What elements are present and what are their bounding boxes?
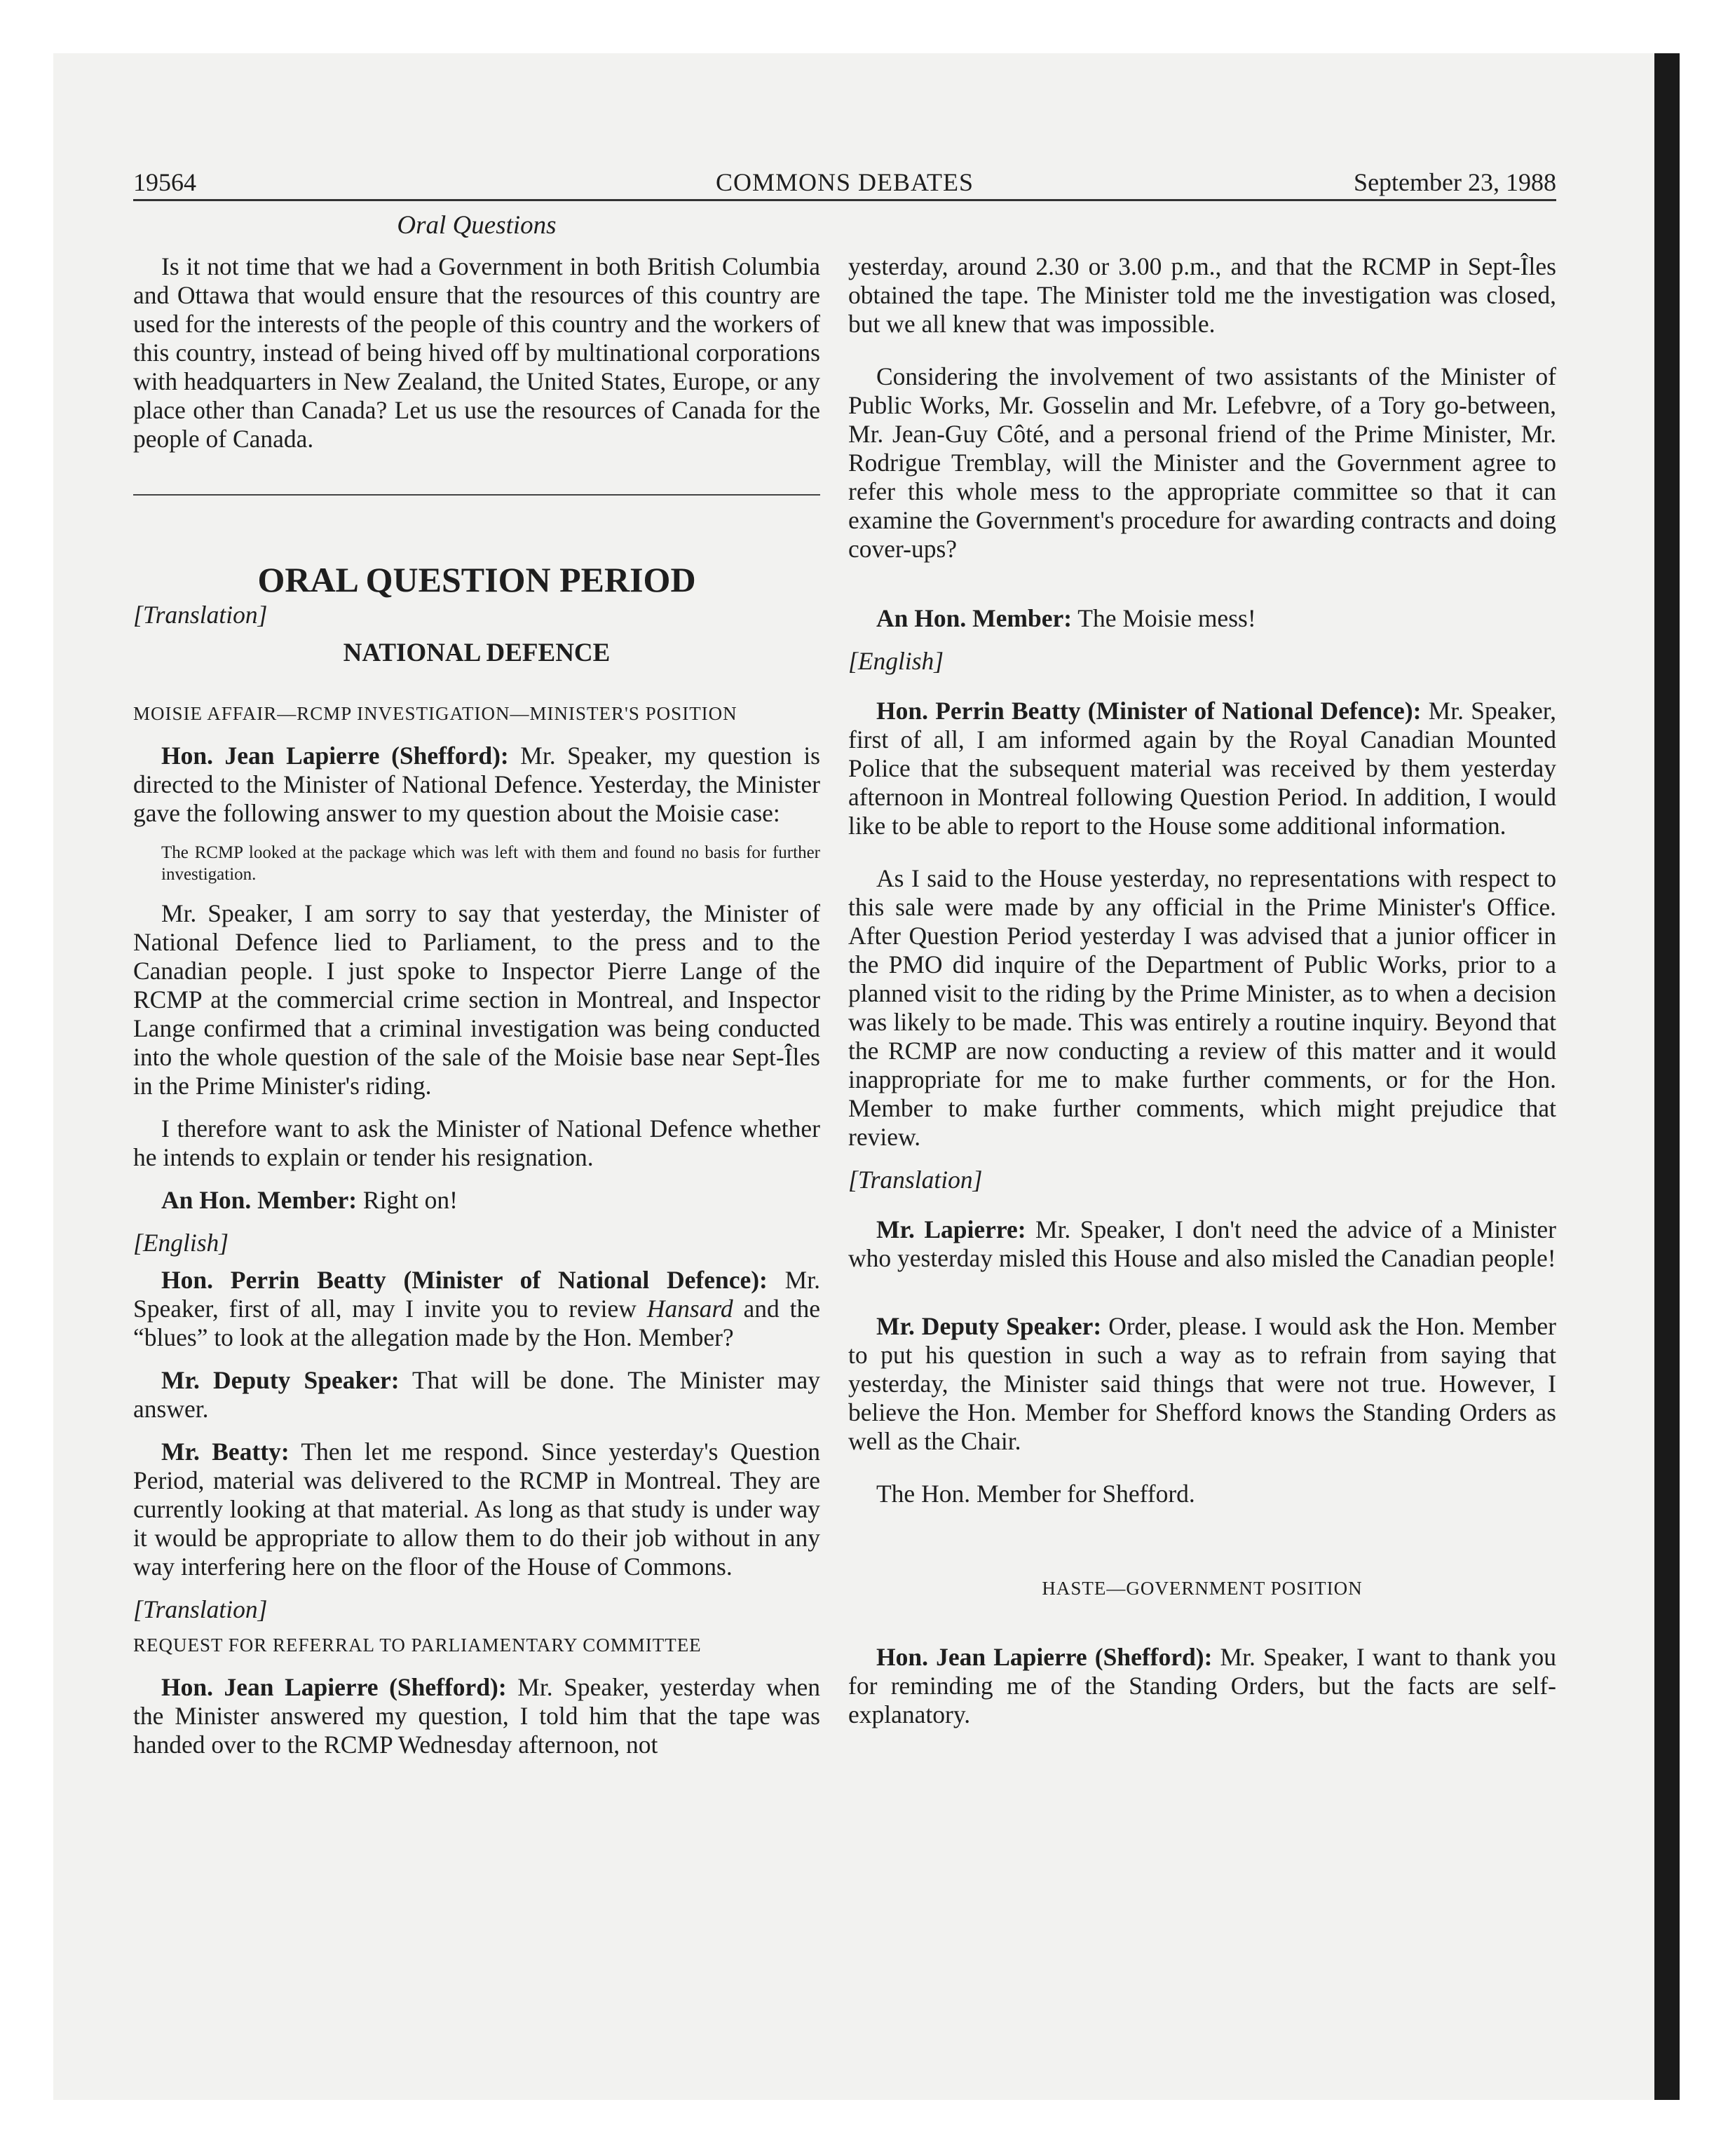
speech-text: Mr. Speaker, first of all, I am informed again by the Royal Canadian Mounted Police that the subsequent material was received by them yesterday afternoon in Montreal following Question Period. In addition, I would like to be able to report to the House some additional information. xyxy=(848,697,1556,840)
speaker-name: Mr. Lapierre: xyxy=(876,1215,1026,1243)
topic-heading: MOISIE AFFAIR—RCMP INVESTIGATION—MINISTER'S POSITION xyxy=(133,703,737,724)
main-heading: ORAL QUESTION PERIOD xyxy=(257,560,696,599)
speech-lapierre-4 xyxy=(848,1643,1556,1729)
speaker-name: Hon. Jean Lapierre (Shefford): xyxy=(161,742,509,770)
speech-text: That will be done. The Minister may answer. xyxy=(133,1366,821,1423)
speech-text: Right on! xyxy=(357,1186,458,1214)
english-tag: [English] xyxy=(133,1229,229,1257)
page-edge-shadow xyxy=(1654,53,1680,2100)
speaker-name: Hon. Jean Lapierre (Shefford): xyxy=(876,1643,1213,1671)
page-date: September 23, 1988 xyxy=(1354,168,1556,196)
paragraph-accusation: Mr. Speaker, I am sorry to say that yesterday, the Minister of National Defence lied to Parliament, to the press and to the Canadian people. I just spoke to Inspector Pierre Lange of the RCMP at the commercial crime section in Montreal, and Inspector Lange confirmed that a criminal investigation was being conducted into the whole question of the sale of the Moisie base near Sept-Îles in the Prime Minister's riding. xyxy=(133,899,820,1100)
speech-text: Mr. Speaker, my question is directed to the Minister of National Defence. Yesterday, the Minister gave the following answer to my question about the Moisie case: xyxy=(133,742,820,827)
speech-deputy-speaker-1 xyxy=(133,1366,820,1424)
speech-beatty-3 xyxy=(848,697,1556,840)
translation-tag: [Translation] xyxy=(133,1595,268,1623)
section-divider xyxy=(133,494,820,496)
paragraph-considering: Considering the involvement of two assistants of the Minister of Public Works, Mr. Gosselin and Mr. Lefebvre, of a Tory go-between, Mr. Jean-Guy Côté, and a personal friend of the Prime Minister, Mr. Rodrigue Tremblay, will the Minister and the Government agree to refer this whole mess to the appropriate committee so that it can examine the Government's procedure for awarding contracts and doing cover-ups? xyxy=(848,362,1556,563)
section-label: Oral Questions xyxy=(397,211,557,240)
speech-text: Mr. Speaker, first of all, may I invite you to review xyxy=(133,1266,820,1323)
speech-text: The Moisie mess! xyxy=(1072,604,1256,632)
speaker-name: Mr. Deputy Speaker: xyxy=(161,1366,400,1394)
topic-heading: HASTE—GOVERNMENT POSITION xyxy=(1042,1578,1363,1599)
speech-text: Then let me respond. Since yesterday's Question Period, material was delivered to the RCMP in Montreal. They are currently looking at that material. As long as that study is under way it would be appropriate to allow them to do their job without in any way interfering here on the floor of the House of Commons. xyxy=(133,1438,820,1581)
department-heading: NATIONAL DEFENCE xyxy=(343,639,611,667)
translation-tag: [Translation] xyxy=(848,1166,983,1194)
speech-deputy-speaker-2 xyxy=(848,1312,1556,1456)
speaker-name: An Hon. Member: xyxy=(876,604,1073,632)
speech-hon-member-2 xyxy=(848,604,1556,633)
paragraph-resignation: I therefore want to ask the Minister of National Defence whether he intends to explain or tender his resignation. xyxy=(133,1114,820,1171)
quoted-answer: The RCMP looked at the package which was left with them and found no basis for further investigation. xyxy=(161,843,820,884)
intro-paragraph: Is it not time that we had a Government in both British Columbia and Ottawa that would ensure that the resources of this country are used for the interests of the people of this country and the workers of this country, instead of being hived off by multinational corporations with headquarters in New Zealand, the United States, Europe, or any place other than Canada? Let us use the resources of Canada for the people of Canada. xyxy=(133,252,820,453)
page-number: 19564 xyxy=(133,168,196,196)
speech-beatty-2 xyxy=(133,1438,820,1581)
speech-lapierre-3 xyxy=(848,1215,1556,1273)
journal-title: COMMONS DEBATES xyxy=(715,168,974,196)
speaker-name: Hon. Jean Lapierre (Shefford): xyxy=(161,1673,507,1701)
english-tag: [English] xyxy=(848,647,944,675)
paragraph-member-shefford: The Hon. Member for Shefford. xyxy=(876,1480,1195,1508)
speech-text: Mr. Speaker, I want to thank you for reminding me of the Standing Orders, but the facts are self-explanatory. xyxy=(848,1643,1556,1728)
translation-tag: [Translation] xyxy=(133,601,268,629)
speaker-name: Hon. Perrin Beatty (Minister of National Defence): xyxy=(876,697,1422,725)
speech-beatty-1 xyxy=(133,1266,820,1352)
speaker-name: Mr. Beatty: xyxy=(161,1438,290,1466)
speech-text: Mr. Speaker, yesterday when the Minister answered my question, I told him that the tape was handed over to the RCMP Wednesday afternoon, not xyxy=(133,1673,820,1759)
speech-lapierre-2 xyxy=(133,1673,820,1759)
continued-paragraph: yesterday, around 2.30 or 3.00 p.m., and that the RCMP in Sept-Îles obtained the tape. The Minister told me the investigation was closed, but we all knew that was impossible. xyxy=(848,252,1556,338)
left-column xyxy=(133,252,820,1773)
speech-text: Mr. Speaker, I don't need the advice of a Minister who yesterday misled this House and also misled the Canadian people! xyxy=(848,1215,1556,1272)
right-column xyxy=(848,252,1556,1743)
speech-hon-member-1 xyxy=(133,1186,820,1215)
speech-text: and the “blues” to look at the allegation made by the Hon. Member? xyxy=(133,1295,820,1351)
speech-lapierre-1 xyxy=(133,742,820,828)
running-header xyxy=(133,165,1556,201)
paragraph-as-i-said: As I said to the House yesterday, no representations with respect to this sale were made by any official in the Prime Minister's Office. After Question Period yesterday I was advised that a junior officer in the PMO did inquire of the Department of Public Works, prior to a planned visit to the riding by the Prime Minister, as to when a decision was likely to be made. This was entirely a routine inquiry. Beyond that the RCMP are now conducting a review of this matter and it would inappropriate for me to make further comments, or for the Hon. Member to make further comments, which might prejudice that review. xyxy=(848,864,1556,1151)
speaker-name: Mr. Deputy Speaker: xyxy=(876,1312,1102,1340)
speech-text: Order, please. I would ask the Hon. Member to put his question in such a way as to refrain from saying that yesterday, the Minister said things that were not true. However, I believe the Hon. Member for Shefford knows the Standing Orders as well as the Chair. xyxy=(848,1312,1557,1455)
topic-heading: REQUEST FOR REFERRAL TO PARLIAMENTARY COMMITTEE xyxy=(133,1635,702,1656)
speaker-name: Hon. Perrin Beatty (Minister of National Defence): xyxy=(161,1266,768,1294)
speaker-name: An Hon. Member: xyxy=(161,1186,358,1214)
hansard-title: Hansard xyxy=(646,1295,733,1323)
